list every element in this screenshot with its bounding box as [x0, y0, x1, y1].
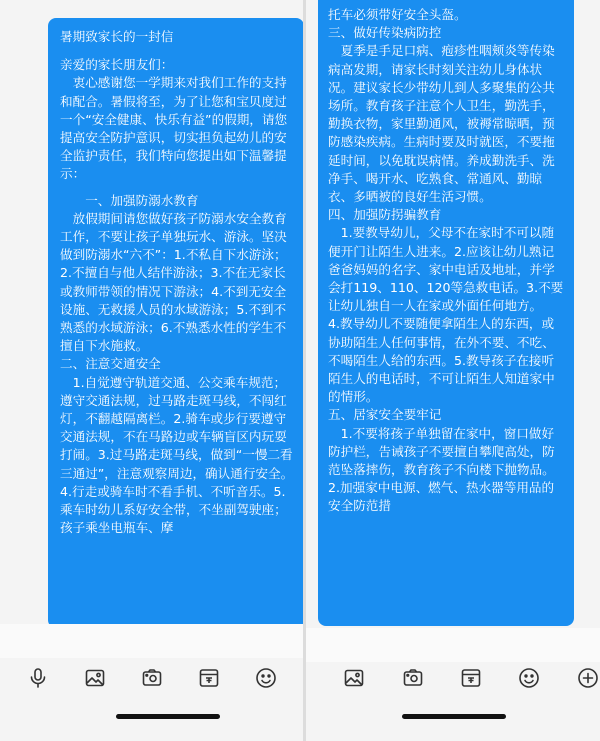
- message-line: 一、加强防溺水教育: [60, 192, 199, 208]
- message-line: 四、加强防拐骗教育: [328, 207, 442, 223]
- home-indicator: [116, 714, 220, 719]
- message-line: 1.自觉遵守轨道交通、公交乘车规范；遵守交通法规，过马路走斑马线，不闯红灯，不翻越隔离栏。2.骑车或步行要遵守交通法规，不在马路边或车辆盲区内玩耍打闹。3.过马路走斑马线，做到“一慢二看三通过”，注意观察周边，确认通行安全。4.行走或骑车时不看手机、不听音乐。5.乘车时幼儿系好安全带，不坐副驾驶座；孩子乘坐电瓶车、摩: [60, 374, 294, 536]
- message-line: 五、居家安全要牢记: [328, 407, 442, 423]
- message-line: 1.要教导幼儿，父母不在家时不可以随便开门让陌生人进来。2.应该让幼儿熟记爸爸妈妈的名字、家中电话及地址，并学会打119、110、120等急救电话。3.不要让幼儿独自一人在家或外面任何地方。: [328, 225, 564, 314]
- message-line: 二、注意交通安全: [60, 356, 161, 372]
- message-line: 衷心感谢您一学期来对我们工作的支持和配合。暑假将至，为了让您和宝贝度过一个“安全健康、快乐有益”的假期，请您提高安全防护意识，切实担负起幼儿的安全监护责任，我们特向您提出如下温馨提示：: [60, 75, 288, 182]
- message-line: 亲爱的家长朋友们：: [60, 57, 174, 73]
- mic-icon[interactable]: [24, 664, 52, 692]
- message-bubble-left[interactable]: [48, 18, 304, 628]
- message-line: 4.教导幼儿不要随便拿陌生人的东西，或协助陌生人任何事情，在外不要、不吃、不喝陌生人给的东西。5.教导孩子在接听陌生人的电话时，不可让陌生人知道家中的情形。: [328, 316, 555, 405]
- message-line: 放假期间请您做好孩子防溺水安全教育工作，不要让孩子单独玩水、游泳。坚决做到防溺水“六不”：1.不私自下水游泳；2.不擅自与他人结伴游泳；3.不在无家长或教师带领的情况下游泳；4.不到无安全设施、无救援人员的水域游泳；5.不到不熟悉的水域游泳；6.不熟悉水性的学生不擅自下水施救。: [60, 210, 287, 354]
- wallet-icon[interactable]: [195, 664, 223, 692]
- emoji-icon[interactable]: [517, 664, 541, 692]
- letter-title: 暑期致家长的一封信: [60, 29, 174, 44]
- chat-toolbar-right: [306, 662, 600, 694]
- emoji-icon[interactable]: [252, 664, 280, 692]
- camera-icon[interactable]: [400, 664, 424, 692]
- message-input-area[interactable]: [306, 628, 600, 662]
- home-indicator: [402, 714, 506, 719]
- camera-icon[interactable]: [138, 664, 166, 692]
- right-chat-screenshot: [306, 0, 600, 741]
- image-icon[interactable]: [342, 664, 366, 692]
- chat-toolbar-left: [0, 662, 304, 694]
- image-icon[interactable]: [81, 664, 109, 692]
- plus-icon[interactable]: [576, 664, 600, 692]
- message-bubble-right[interactable]: [318, 0, 574, 626]
- message-line: 三、做好传染病防控: [328, 25, 442, 41]
- message-line: 夏季是手足口病、疱疹性咽颊炎等传染病高发期，请家长时刻关注幼儿身体状况。建议家长少带幼儿到人多聚集的公共场所。教育孩子注意个人卫生，勤洗手，勤换衣物，家里勤通风，被褥常晾晒，预防感染疾病。生病时要及时就医，不要拖延时间，以免耽误病情。养成勤洗手、洗净手、喝开水、吃熟食、常通风、勤晾衣、多晒被的良好生活习惯。: [328, 43, 555, 205]
- message-line: 1.不要将孩子单独留在家中，窗口做好防护栏，告诫孩子不要擅自攀爬高处，防范坠落摔伤，教育孩子不向楼下抛物品。2.加强家中电源、燃气、热水器等用品的安全防范措: [328, 425, 555, 514]
- message-line: 托车必须带好安全头盔。: [328, 7, 467, 22]
- message-input-area[interactable]: [0, 624, 304, 658]
- wallet-icon[interactable]: [459, 664, 483, 692]
